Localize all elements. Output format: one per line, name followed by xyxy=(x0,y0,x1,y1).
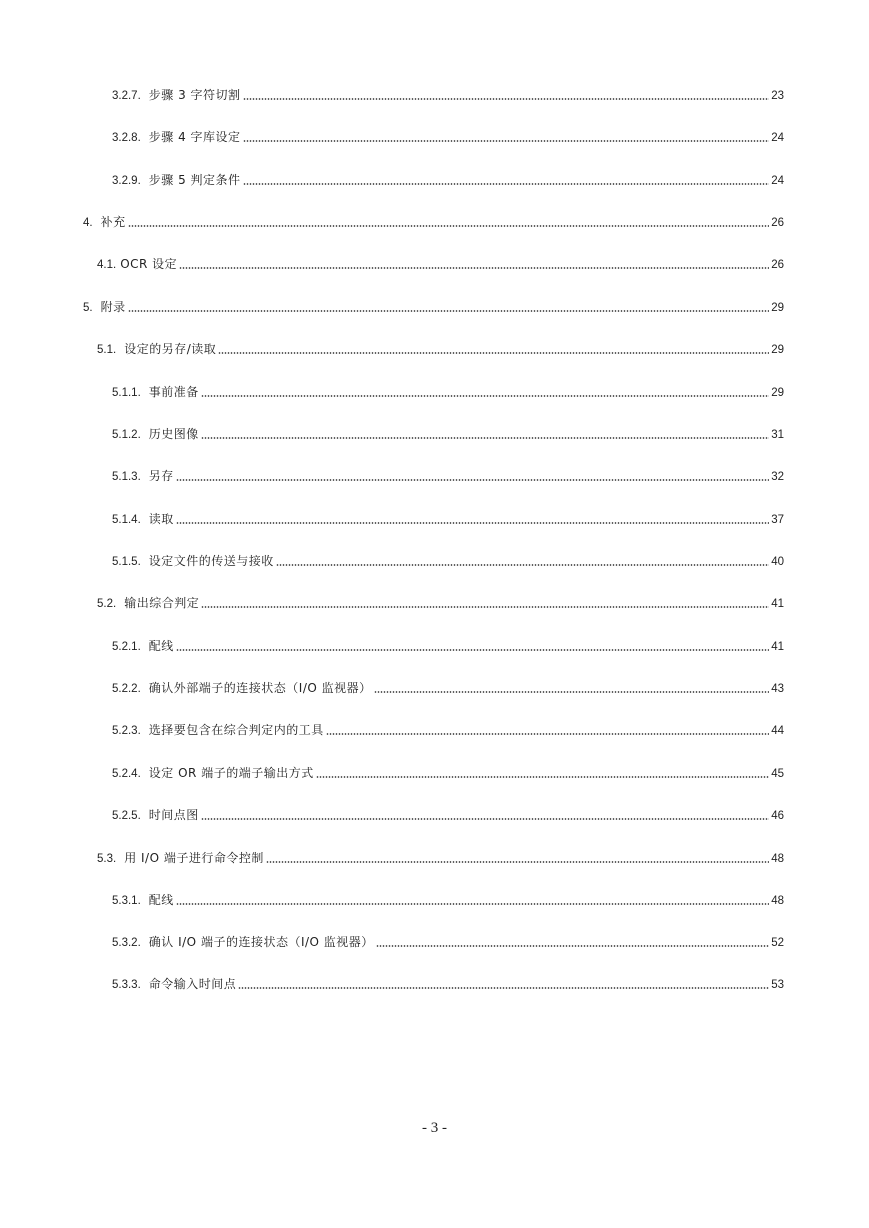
toc-entry-number: 5.2.3. xyxy=(112,725,141,737)
toc-entry-page: 40 xyxy=(771,556,784,568)
toc-entry-label xyxy=(112,679,374,698)
toc-entry-page: 44 xyxy=(771,725,784,737)
toc-entry-label xyxy=(97,255,179,274)
toc-entry-label xyxy=(97,594,201,613)
toc-entry[interactable] xyxy=(112,384,784,402)
toc-entry-number: 5.1.2. xyxy=(112,429,141,441)
toc-entry-label xyxy=(112,721,326,740)
toc-entry-title: 设定文件的传送与接收 xyxy=(148,554,274,568)
toc-entry[interactable] xyxy=(112,807,784,825)
toc-entry-label xyxy=(112,128,243,147)
toc-entry-title: 选择要包含在综合判定内的工具 xyxy=(148,723,324,737)
page-number: - 3 - xyxy=(422,1120,447,1136)
toc-entry[interactable] xyxy=(112,511,784,529)
toc-entry-label xyxy=(97,340,218,359)
toc-entry-label xyxy=(112,975,238,994)
toc-entry-page: 29 xyxy=(771,344,784,356)
toc-entry-number: 5.2. xyxy=(97,598,117,610)
toc-entry[interactable] xyxy=(112,680,784,698)
toc-dot-leader xyxy=(238,987,769,989)
toc-dot-leader xyxy=(128,310,770,312)
toc-entry-page: 31 xyxy=(771,429,784,441)
toc-entry-number: 5.3. xyxy=(97,853,117,865)
toc-entry-label xyxy=(112,806,201,825)
toc-entry-page: 29 xyxy=(771,302,784,314)
toc-entry-number: 5.2.1. xyxy=(112,641,141,653)
toc-entry-title: 确认 I/O 端子的连接状态（I/O 监视器） xyxy=(148,935,374,949)
toc-entry-title: 附录 xyxy=(100,300,126,314)
toc-entry[interactable] xyxy=(112,426,784,444)
toc-dot-leader xyxy=(128,225,770,227)
toc-entry[interactable] xyxy=(112,553,784,571)
toc-entry-title: 读取 xyxy=(148,512,174,526)
toc-entry-title: 步骤 5 判定条件 xyxy=(148,173,241,187)
toc-entry-label xyxy=(112,467,176,486)
toc-entry-number: 5.1.1. xyxy=(112,387,141,399)
toc-entry-page: 37 xyxy=(771,514,784,526)
toc-entry-title: OCR 设定 xyxy=(120,257,178,271)
toc-entry-title: 配线 xyxy=(148,639,174,653)
toc-entry[interactable] xyxy=(83,299,784,317)
toc-dot-leader xyxy=(376,945,769,947)
toc-entry-title: 设定 OR 端子的端子输出方式 xyxy=(148,766,314,780)
toc-dot-leader xyxy=(243,140,770,142)
toc-dot-leader xyxy=(326,733,769,735)
toc-dot-leader xyxy=(201,395,769,397)
toc-entry-title: 步骤 4 字库设定 xyxy=(148,130,241,144)
toc-entry-page: 26 xyxy=(771,259,784,271)
toc-entry-number: 4. xyxy=(83,217,93,229)
toc-entry-title: 用 I/O 端子进行命令控制 xyxy=(124,851,264,865)
toc-entry-page: 52 xyxy=(771,937,784,949)
toc-entry-number: 5.3.2. xyxy=(112,937,141,949)
toc-entry-title: 另存 xyxy=(148,469,174,483)
toc-entry-number: 5.1. xyxy=(97,344,117,356)
toc-entry-title: 时间点图 xyxy=(148,808,199,822)
toc-entry[interactable] xyxy=(112,468,784,486)
toc-dot-leader xyxy=(176,479,769,481)
toc-dot-leader xyxy=(276,564,769,566)
toc-entry[interactable] xyxy=(83,214,784,232)
toc-entry-number: 3.2.9. xyxy=(112,175,141,187)
toc-entry-page: 43 xyxy=(771,683,784,695)
toc-entry-number: 4.1. xyxy=(97,259,117,271)
toc-entry-label xyxy=(112,425,201,444)
toc-entry-page: 26 xyxy=(771,217,784,229)
toc-entry[interactable] xyxy=(112,765,784,783)
toc-entry-number: 5.1.5. xyxy=(112,556,141,568)
toc-entry[interactable] xyxy=(97,595,784,613)
toc-entry[interactable] xyxy=(97,850,784,868)
toc-entry-label xyxy=(112,637,176,656)
toc-entry-page: 24 xyxy=(771,175,784,187)
toc-entry-label xyxy=(83,213,128,232)
toc-entry[interactable] xyxy=(97,256,784,274)
toc-entry[interactable] xyxy=(112,87,784,105)
toc-entry-page: 23 xyxy=(771,90,784,102)
toc-entry[interactable] xyxy=(112,892,784,910)
toc-entry-label xyxy=(112,171,243,190)
toc-entry-label xyxy=(112,764,316,783)
toc-entry-title: 设定的另存/读取 xyxy=(124,342,217,356)
toc-dot-leader xyxy=(201,606,769,608)
toc-dot-leader xyxy=(176,522,769,524)
toc-entry-label xyxy=(97,849,266,868)
toc-entry-title: 事前准备 xyxy=(148,385,199,399)
toc-entry[interactable] xyxy=(112,722,784,740)
toc-entry-page: 45 xyxy=(771,768,784,780)
toc-entry-label xyxy=(112,86,243,105)
toc-entry-number: 5.2.2. xyxy=(112,683,141,695)
toc-dot-leader xyxy=(243,183,770,185)
toc-entry-page: 41 xyxy=(771,598,784,610)
toc-entry-number: 3.2.8. xyxy=(112,132,141,144)
toc-entry-label xyxy=(112,933,376,952)
toc-dot-leader xyxy=(374,691,770,693)
toc-entry-label xyxy=(112,510,176,529)
toc-entry-page: 48 xyxy=(771,853,784,865)
toc-entry-title: 确认外部端子的连接状态（I/O 监视器） xyxy=(148,681,372,695)
toc-dot-leader xyxy=(218,352,769,354)
toc-entry-title: 步骤 3 字符切割 xyxy=(148,88,241,102)
toc-entry-title: 补充 xyxy=(100,215,126,229)
toc-entry-title: 配线 xyxy=(148,893,174,907)
toc-dot-leader xyxy=(179,267,769,269)
toc-entry[interactable] xyxy=(112,638,784,656)
toc-entry-page: 24 xyxy=(771,132,784,144)
toc-dot-leader xyxy=(243,98,770,100)
toc-entry-label xyxy=(83,298,128,317)
toc-entry-title: 输出综合判定 xyxy=(124,596,200,610)
toc-entry[interactable] xyxy=(112,172,784,190)
toc-dot-leader xyxy=(266,861,769,863)
toc-entry-label xyxy=(112,383,201,402)
toc-entry-number: 5. xyxy=(83,302,93,314)
toc-dot-leader xyxy=(201,437,769,439)
toc-dot-leader xyxy=(316,776,770,778)
toc-dot-leader xyxy=(201,818,769,820)
toc-entry-number: 5.3.3. xyxy=(112,979,141,991)
toc-entry-label xyxy=(112,891,176,910)
toc-entry[interactable] xyxy=(97,341,784,359)
toc-entry-number: 5.2.4. xyxy=(112,768,141,780)
toc-dot-leader xyxy=(176,903,769,905)
toc-dot-leader xyxy=(176,649,769,651)
toc-entry-page: 32 xyxy=(771,471,784,483)
toc-entry-number: 5.1.4. xyxy=(112,514,141,526)
toc-entry-title: 命令输入时间点 xyxy=(148,977,237,991)
toc-entry-page: 48 xyxy=(771,895,784,907)
toc-entry-number: 5.3.1. xyxy=(112,895,141,907)
toc-entry-page: 41 xyxy=(771,641,784,653)
toc-entry-page: 46 xyxy=(771,810,784,822)
toc-entry[interactable] xyxy=(112,976,784,994)
toc-entry-number: 3.2.7. xyxy=(112,90,141,102)
toc-entry-label xyxy=(112,552,276,571)
toc-entry[interactable] xyxy=(112,934,784,952)
toc-entry-page: 53 xyxy=(771,979,784,991)
toc-entry-page: 29 xyxy=(771,387,784,399)
toc-entry-title: 历史图像 xyxy=(148,427,199,441)
toc-entry-number: 5.1.3. xyxy=(112,471,141,483)
toc-entry[interactable] xyxy=(112,129,784,147)
toc-entry-number: 5.2.5. xyxy=(112,810,141,822)
